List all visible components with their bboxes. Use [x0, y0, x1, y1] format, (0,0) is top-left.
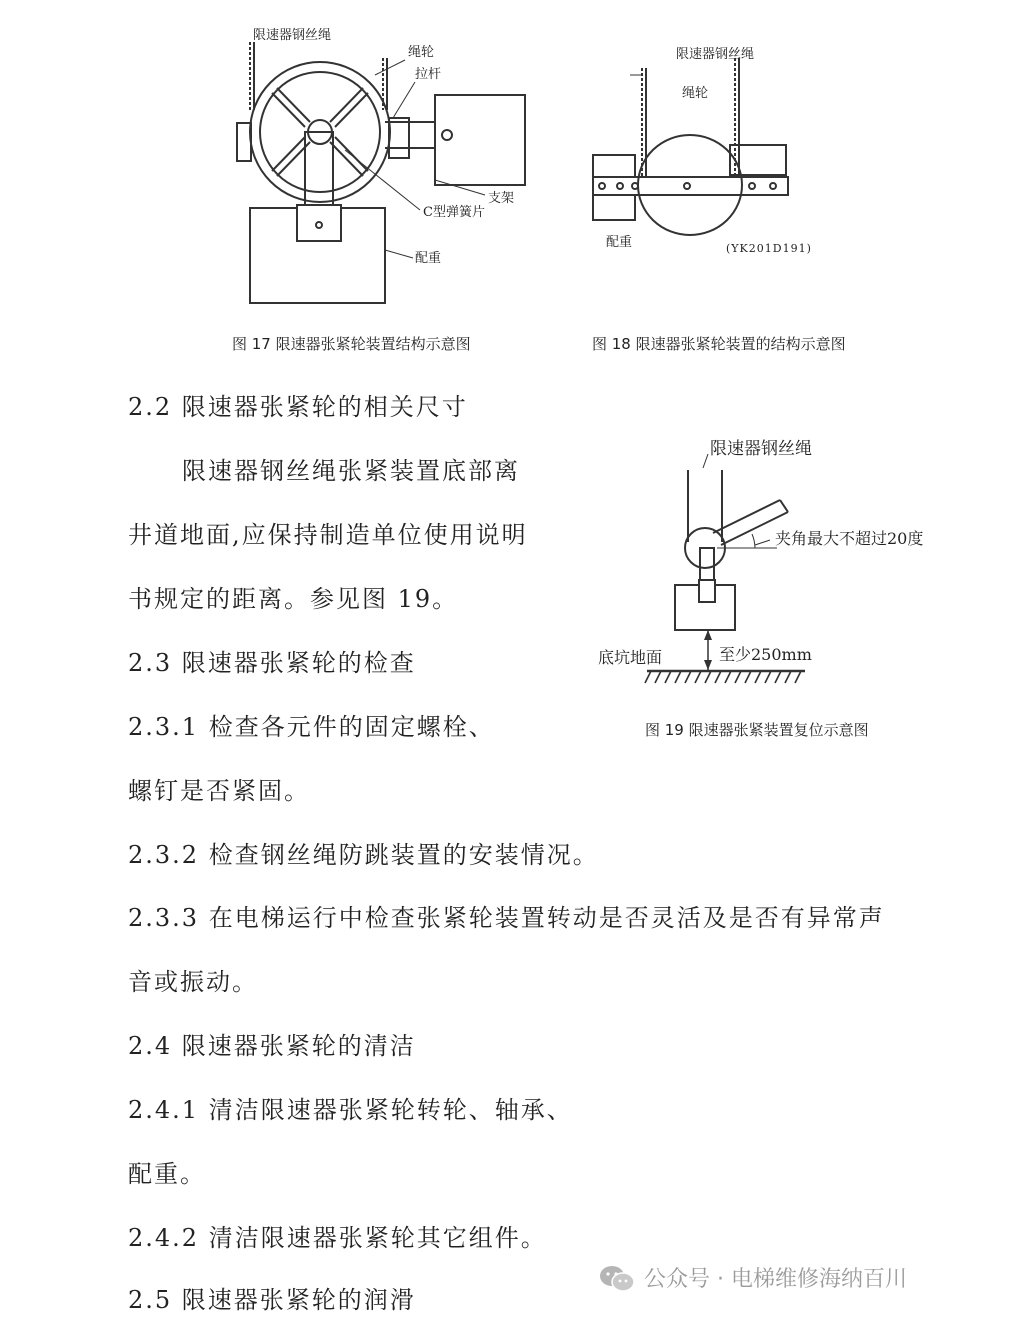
figure-18-caption: 图 18 限速器张紧轮装置的结构示意图 — [592, 335, 846, 353]
fig17-weight-label: 配重 — [415, 251, 442, 266]
figure-17 — [225, 20, 545, 310]
item-2-4-1-cont: 配重。 — [128, 1160, 206, 1188]
figure-18 — [590, 40, 850, 265]
item-2-4-2: 2.4.2 清洁限速器张紧轮其它组件。 — [128, 1224, 547, 1252]
figure-19 — [595, 430, 940, 695]
figure-17-caption: 图 17 限速器张紧轮装置结构示意图 — [232, 335, 471, 353]
wechat-icon — [598, 1263, 636, 1293]
item-2-3-3-cont: 音或振动。 — [128, 968, 258, 996]
figure-17-drawing — [225, 20, 545, 310]
figure-18-drawing — [590, 40, 850, 265]
ground-hatching — [645, 671, 801, 683]
fig19-floor-label: 底坑地面 — [598, 648, 663, 667]
item-2-3-2: 2.3.2 检查钢丝绳防跳装置的安装情况。 — [128, 841, 599, 869]
watermark-prefix: 公众号 · — [644, 1267, 731, 1292]
fig18-rope-label: 限速器钢丝绳 — [676, 47, 755, 62]
fig17-sheave-label: 绳轮 — [408, 45, 435, 60]
fig18-code-label: (YK201D191) — [726, 242, 812, 255]
item-2-3-1: 2.3.1 检查各元件的固定螺栓、 — [128, 713, 495, 741]
section-2-2-heading: 2.2 限速器张紧轮的相关尺寸 — [128, 393, 468, 421]
fig17-spring-label: C型弹簧片 — [423, 205, 485, 220]
figure-19-caption: 图 19 限速器张紧装置复位示意图 — [645, 721, 869, 739]
section-2-5-heading: 2.5 限速器张紧轮的润滑 — [128, 1286, 416, 1314]
section-2-3-heading: 2.3 限速器张紧轮的检查 — [128, 649, 416, 677]
paragraph-line-1: 限速器钢丝绳张紧装置底部离 — [182, 457, 520, 485]
item-2-3-1-cont: 螺钉是否紧固。 — [128, 777, 310, 805]
watermark-account-name: 电梯维修海纳百川 — [730, 1267, 907, 1292]
figure-19-drawing — [595, 430, 940, 695]
item-2-3-3: 2.3.3 在电梯运行中检查张紧轮装置转动是否灵活及是否有异常声 — [128, 904, 885, 932]
fig19-rope-label: 限速器钢丝绳 — [710, 439, 812, 459]
fig18-sheave-label: 绳轮 — [682, 86, 709, 101]
fig19-distance-label: 至少250mm — [719, 645, 812, 664]
fig17-rod-label: 拉杆 — [415, 67, 442, 82]
item-2-4-1: 2.4.1 清洁限速器张紧轮转轮、轴承、 — [128, 1096, 573, 1124]
section-2-4-heading: 2.4 限速器张紧轮的清洁 — [128, 1032, 416, 1060]
fig18-weight-label: 配重 — [606, 235, 633, 250]
paragraph-line-2: 井道地面,应保持制造单位使用说明 — [128, 521, 528, 549]
fig19-angle-label: 夹角最大不超过20度 — [775, 529, 924, 548]
fig17-bracket-label: 支架 — [488, 191, 515, 206]
paragraph-line-3: 书规定的距离。参见图 19。 — [128, 585, 459, 613]
watermark — [598, 1262, 907, 1293]
fig17-rope-label: 限速器钢丝绳 — [253, 28, 332, 43]
